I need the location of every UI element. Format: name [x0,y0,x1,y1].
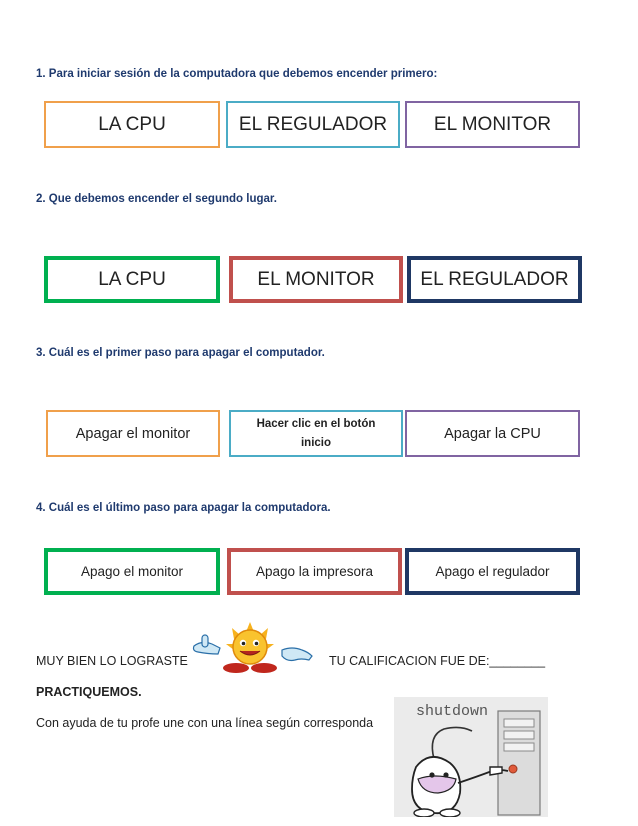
q3-option-apagar-cpu[interactable]: Apagar la CPU [405,410,580,457]
q3-option-clic-inicio[interactable]: Hacer clic en el botón inicio [229,410,403,457]
praise-text: MUY BIEN LO LOGRASTE [36,654,188,668]
computer-mouse-icon [394,697,548,817]
q4-option-regulador[interactable]: Apago el regulador [405,548,580,595]
practice-title: PRACTIQUEMOS. [36,685,142,699]
question-3-text: 3. Cuál es el primer paso para apagar el computador. [36,347,325,359]
question-4-text: 4. Cuál es el último paso para apagar la computadora. [36,502,331,514]
question-1-text: 1. Para iniciar sesión de la computadora que debemos encender primero: [36,68,438,80]
shutdown-illustration [394,697,548,817]
grade-text: TU CALIFICACION FUE DE:________ [329,654,546,668]
q2-option-regulador[interactable]: EL REGULADOR [407,256,582,303]
q4-option-impresora[interactable]: Apago la impresora [227,548,402,595]
q1-option-regulador[interactable]: EL REGULADOR [226,101,400,148]
smiley-sun-icon [188,622,318,674]
q4-option-monitor[interactable]: Apago el monitor [44,548,220,595]
question-2-text: 2. Que debemos encender el segundo lugar. [36,193,277,205]
instruction-text: Con ayuda de tu profe une con una línea según corresponda [36,716,374,730]
q2-option-monitor[interactable]: EL MONITOR [229,256,403,303]
shutdown-label: shutdown [416,703,489,720]
q3-option-apagar-monitor[interactable]: Apagar el monitor [46,410,220,457]
q1-option-monitor[interactable]: EL MONITOR [405,101,580,148]
q2-option-cpu[interactable]: LA CPU [44,256,220,303]
q1-option-cpu[interactable]: LA CPU [44,101,220,148]
